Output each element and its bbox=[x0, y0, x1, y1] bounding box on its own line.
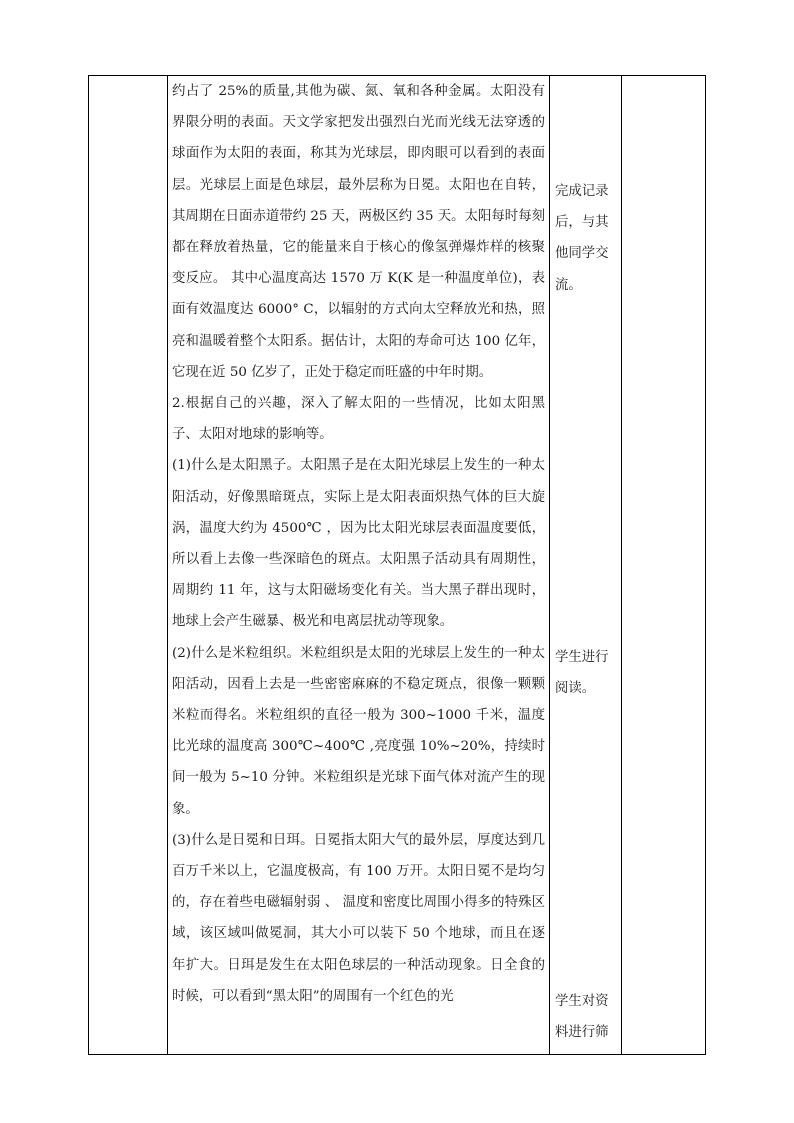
paragraph-granulation: (2)什么是米粒组织。米粒组织是太阳的光球层上发生的一种太阳活动，因看上去是一些密密麻麻的不稳定斑点，很像一颗颗米粒而得名。米粒组织的直径一般为 300~1000 千米，温度比光球的温度高 300℃~400℃ ,亮度强 10%~20%，持续时间一般为 5~10 分钟。米粒组织是光球下面气体对流产生的现象。 bbox=[172, 645, 545, 817]
empty-right-cell bbox=[622, 76, 705, 1054]
student-activity-note: 学生对资料进行筛 bbox=[555, 994, 609, 1041]
paragraph-task-2: 2.根据自己的兴趣，深入了解太阳的一些情况，比如太阳黑子、太阳对地球的影响等。 bbox=[172, 396, 545, 443]
student-activity-note: 完成记录后，与其他同学交流。 bbox=[555, 184, 609, 293]
content-cell bbox=[172, 76, 545, 1012]
lesson-table bbox=[88, 75, 706, 1055]
paragraph-corona-prominence: (3)什么是日冕和日珥。日冕指太阳大气的最外层，厚度达到几百万千米以上，它温度极高，有 100 万开。太阳日冕不是均匀的，存在着些电磁辐射弱 、 温度和密度比周围小得多的特殊区域，该区域叫做冕洞，其大小可以装下 50 个地球，而且在逐年扩大。日珥是发生在太阳色球层的一种活动现象。日全食的时候，可以看到“黑太阳”的周围有一个红色的光 bbox=[172, 832, 545, 1004]
column-divider bbox=[167, 76, 168, 1054]
paragraph-sunspots: (1)什么是太阳黑子。太阳黑子是在太阳光球层上发生的一种太阳活动，好像黑暗斑点，实际上是太阳表面炽热气体的巨大旋涡，温度大约为 4500℃ ，因为比太阳光球层表面温度要低，所以看上去像一些深暗色的斑点。太阳黑子活动具有周期性，周期约 11 年，这与太阳磁场变化有关。当大黑子群出现时，地球上会产生磁暴、极光和电离层扰动等现象。 bbox=[172, 458, 545, 630]
student-activity-note: 学生进行阅读。 bbox=[555, 650, 609, 697]
column-divider bbox=[549, 76, 550, 1054]
empty-left-cell bbox=[89, 76, 167, 1054]
paragraph-sun-structure: 约占了 25%的质量,其他为碳、氮、氧和各种金属。太阳没有界限分明的表面。天文学家把发出强烈白光而光线无法穿透的球面作为太阳的表面，称其为光球层，即肉眼可以看到的表面层。光球层上面是色球层，最外层称为日冕。太阳也在自转，其周期在日面赤道带约 25 天，两极区约 35 天。太阳每时每刻都在释放着热量，它的能量来自于核心的像氢弹爆炸样的核聚变反应。 其中心温度高达 1570 万 K(K 是一种温度单位)，表面有效温度达 6000° C，以辐射的方式向太空释放光和热，照亮和温暖着整个太阳系。据估计，太阳的寿命可达 100 亿年，它现在近 50 亿岁了，正处于稳定而旺盛的中年时期。 bbox=[172, 84, 545, 380]
